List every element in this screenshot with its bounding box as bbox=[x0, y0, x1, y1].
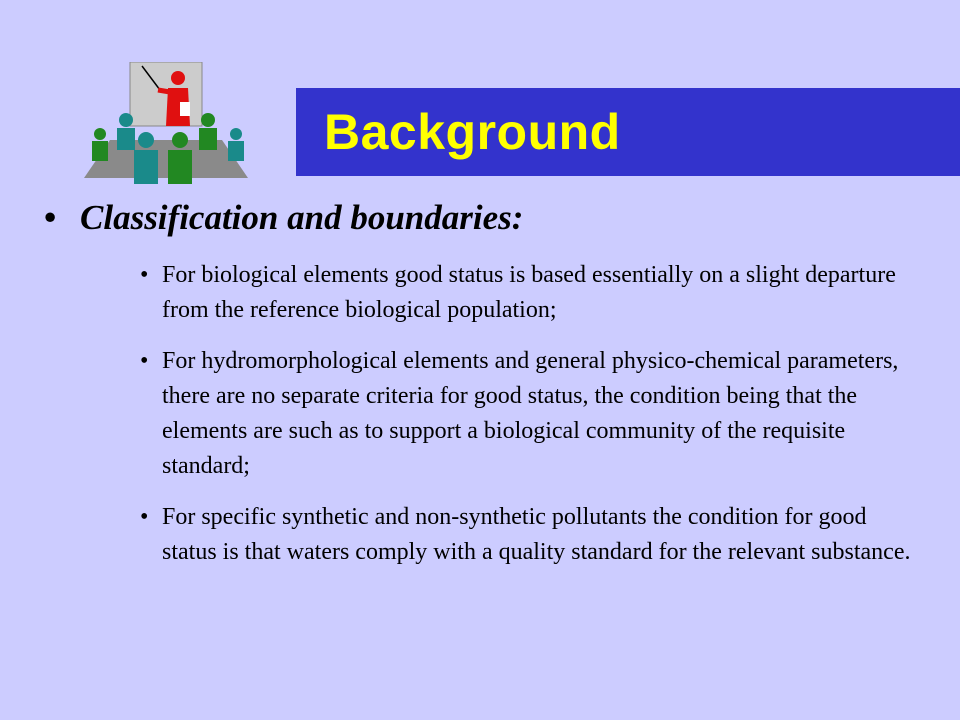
list-item-text: For hydromorphological elements and general physico-chemical parameters, there are no separate criteria for good status, the condition being that the elements are such as to support a biological community of the requisite standard; bbox=[162, 348, 899, 479]
section-heading bbox=[44, 198, 523, 238]
presentation-meeting-icon bbox=[80, 62, 252, 186]
list-item bbox=[140, 344, 920, 484]
bullet-icon: • bbox=[140, 262, 149, 288]
list-item-text: For biological elements good status is based essentially on a slight departure from the reference biological population; bbox=[162, 262, 896, 323]
list-item bbox=[140, 258, 920, 328]
list-item-text: For specific synthetic and non-synthetic pollutants the condition for good status is that waters comply with a quality standard for the relevant substance. bbox=[162, 504, 911, 565]
bullet-icon: • bbox=[140, 348, 149, 374]
slide-title: Background bbox=[324, 104, 621, 160]
title-bar bbox=[296, 88, 960, 176]
list-item bbox=[140, 500, 920, 570]
bullet-icon: • bbox=[140, 504, 149, 530]
bullet-icon: • bbox=[44, 198, 57, 237]
bullet-list bbox=[140, 258, 920, 586]
heading-text: Classification and boundaries: bbox=[80, 198, 524, 237]
